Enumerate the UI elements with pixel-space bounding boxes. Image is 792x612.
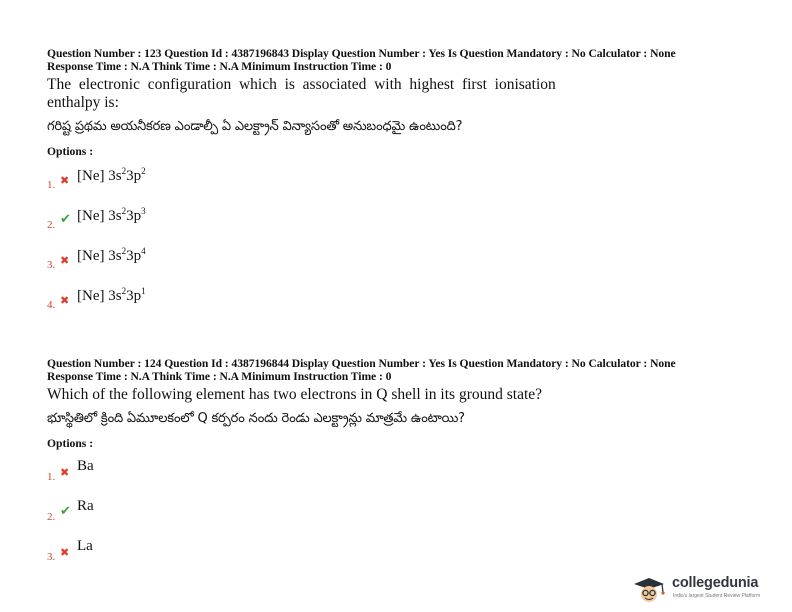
option-number: 4. [47, 299, 56, 311]
question-text-telugu: గరిష్ట ప్రథమ అయనీకరణ ఎండాల్పీ ఏ ఎలక్ట్రాన్ విన్యాసంతో అనుబంధమై ఉంటుంది? [47, 119, 463, 134]
question-text-line1: Which of the following element has two electrons in Q shell in its ground state? [47, 386, 543, 403]
wrong-icon: ✖ [60, 466, 70, 479]
option-number: 1. [47, 471, 56, 483]
option-number: 3. [47, 259, 56, 271]
option-number: 2. [47, 511, 56, 523]
question-text [47, 76, 747, 112]
option-number: 3. [47, 551, 56, 563]
question-text-line2: enthalpy is: [47, 94, 119, 111]
wrong-icon: ✖ [60, 546, 70, 559]
options-label: Options : [47, 145, 94, 158]
options-list [47, 168, 747, 328]
check-icon: ✔ [60, 212, 71, 227]
option-text: [Ne] $3s^23p^2$ [77, 166, 146, 184]
wrong-icon: ✖ [60, 294, 70, 307]
graduate-mascot-icon [632, 576, 670, 603]
wrong-icon: ✖ [60, 174, 70, 187]
question-text [47, 386, 747, 404]
wrong-icon: ✖ [60, 254, 70, 267]
option-text: [Ne] $3s^23p^4$ [77, 246, 146, 264]
option-text: Ba [77, 458, 94, 474]
option-2 [47, 208, 747, 248]
option-text: Ra [77, 498, 94, 514]
options-label: Options : [47, 437, 94, 450]
option-4 [47, 288, 747, 328]
question-meta: Question Number : 124 Question Id : 4387196844 Display Question Number : Yes Is Question Mandatory : No Calculator : None [47, 357, 676, 370]
option-text: La [77, 538, 93, 554]
logo-tagline: India's largest Student Review Platform [673, 593, 761, 599]
question-meta-timing: Response Time : N.A Think Time : N.A Minimum Instruction Time : 0 [47, 60, 392, 73]
logo-brand-text: collegedunia [672, 575, 759, 591]
collegedunia-logo [632, 573, 782, 605]
option-1 [47, 168, 747, 208]
option-number: 2. [47, 219, 56, 231]
options-list [47, 460, 747, 580]
question-meta-timing: Response Time : N.A Think Time : N.A Minimum Instruction Time : 0 [47, 370, 392, 383]
option-1 [47, 460, 747, 500]
option-3 [47, 248, 747, 288]
question-123 [47, 47, 747, 328]
question-text-line1: The electronic configuration which is associated with highest first ionisation [47, 76, 556, 93]
option-text: [Ne] $3s^23p^1$ [77, 286, 146, 304]
question-text-telugu: భూస్థితిలో క్రింది ఏమూలకంలో Q కర్పరం నందు రెండు ఎలక్ట్రాన్లు మాత్రమే ఉంటాయి? [47, 411, 465, 426]
option-text: [Ne] $3s^23p^3$ [77, 206, 146, 224]
option-2 [47, 500, 747, 540]
question-124 [47, 357, 747, 580]
check-icon: ✔ [60, 504, 71, 519]
option-number: 1. [47, 179, 56, 191]
question-meta: Question Number : 123 Question Id : 4387196843 Display Question Number : Yes Is Question Mandatory : No Calculator : None [47, 47, 676, 60]
